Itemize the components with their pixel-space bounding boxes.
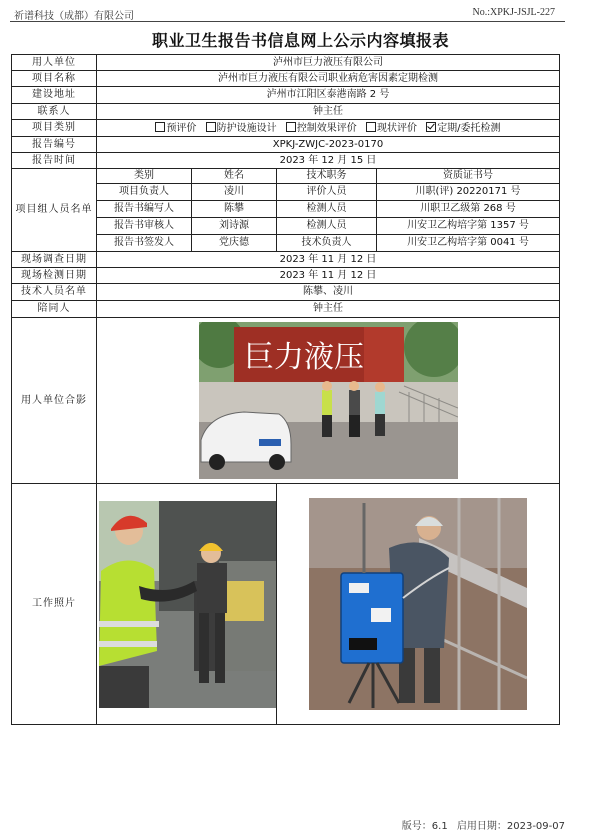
checkbox-icon: [366, 122, 376, 132]
team-header-name: 姓名: [192, 169, 277, 184]
team-cert: 川职(评) 20220171 号: [377, 184, 560, 201]
company-name: 祈谱科技（成都）有限公司: [14, 11, 134, 22]
page-title: 职业卫生报告书信息网上公示内容填报表: [151, 31, 449, 50]
report-time-label: 报告时间: [12, 153, 97, 169]
address-value: 泸州市江阳区泰港南路 2 号: [97, 87, 560, 104]
report-no-value: XPKJ-ZWJC-2023-0170: [97, 137, 560, 153]
footer: [396, 817, 565, 832]
tech-staff-value: 陈攀、凌川: [97, 284, 560, 301]
team-name: 陈攀: [192, 201, 277, 218]
detect-date-label: 现场检测日期: [12, 268, 97, 284]
address-label: 建设地址: [12, 87, 97, 104]
team-title: 评价人员: [277, 184, 377, 201]
escort-label: 陪同人: [12, 301, 97, 318]
version-label: 版号：6.1: [401, 821, 448, 832]
survey-date-label: 现场调查日期: [12, 252, 97, 268]
team-category: 报告书审核人: [97, 218, 192, 235]
checkbox-icon: [206, 122, 216, 132]
checkbox-icon: [286, 122, 296, 132]
team-header-cert: 资质证书号: [377, 169, 560, 184]
team-cert: 川安卫乙构培字第 1357 号: [377, 218, 560, 235]
contact-label: 联系人: [12, 104, 97, 120]
header-divider: [10, 21, 565, 22]
project-name-label: 项目名称: [12, 71, 97, 87]
enable-date-label: 启用日期：2023-09-07: [456, 821, 565, 832]
team-cert: 川安卫乙构培字第 0041 号: [377, 235, 560, 252]
group-photo-cell: [97, 318, 560, 484]
team-title: 检测人员: [277, 218, 377, 235]
work-photo-left: [99, 501, 277, 708]
contact-value: 钟主任: [97, 104, 560, 120]
survey-date-value: 2023 年 11 月 12 日: [97, 252, 560, 268]
employer-label: 用人单位: [12, 55, 97, 71]
group-photo-label: 用人单位合影: [12, 318, 97, 484]
team-title: 检测人员: [277, 201, 377, 218]
escort-value: 钟主任: [97, 301, 560, 318]
category-option[interactable]: 预评价: [155, 123, 196, 134]
team-name: 凌川: [192, 184, 277, 201]
work-photo-label: 工作照片: [12, 484, 97, 725]
tech-staff-label: 技术人员名单: [12, 284, 97, 301]
work-photo-cell-left: [97, 484, 277, 725]
team-header-category: 类别: [97, 169, 192, 184]
team-category: 报告书签发人: [97, 235, 192, 252]
work-photo-right: [309, 498, 527, 710]
team-label: 项目组人员名单: [12, 169, 97, 252]
document-number: No.:XPKJ-JSJL-227: [472, 7, 555, 18]
checkbox-icon: [155, 122, 165, 132]
category-options: [97, 120, 560, 137]
project-name-value: 泸州市巨力液压有限公司职业病危害因素定期检测: [97, 71, 560, 87]
category-option[interactable]: 现状评价: [366, 123, 417, 134]
sign-text: 巨力液压: [243, 340, 364, 375]
team-category: 报告书编写人: [97, 201, 192, 218]
detect-date-value: 2023 年 11 月 12 日: [97, 268, 560, 284]
report-no-label: 报告编号: [12, 137, 97, 153]
category-option[interactable]: 防护设施设计: [206, 123, 277, 134]
checkbox-icon: [426, 122, 436, 132]
team-title: 技术负责人: [277, 235, 377, 252]
group-photo: [199, 322, 458, 479]
category-label: 项目类别: [12, 120, 97, 137]
team-name: 党庆德: [192, 235, 277, 252]
category-option[interactable]: 控制效果评价: [286, 123, 357, 134]
team-name: 刘诗源: [192, 218, 277, 235]
team-header-title: 技术职务: [277, 169, 377, 184]
team-category: 项目负责人: [97, 184, 192, 201]
report-time-value: 2023 年 12 月 15 日: [97, 153, 560, 169]
work-photo-cell-right: [277, 484, 560, 725]
employer-value: 泸州市巨力液压有限公司: [97, 55, 560, 71]
team-cert: 川职卫乙级第 268 号: [377, 201, 560, 218]
info-table: [11, 54, 559, 739]
category-option[interactable]: 定期/委托检测: [426, 123, 500, 134]
